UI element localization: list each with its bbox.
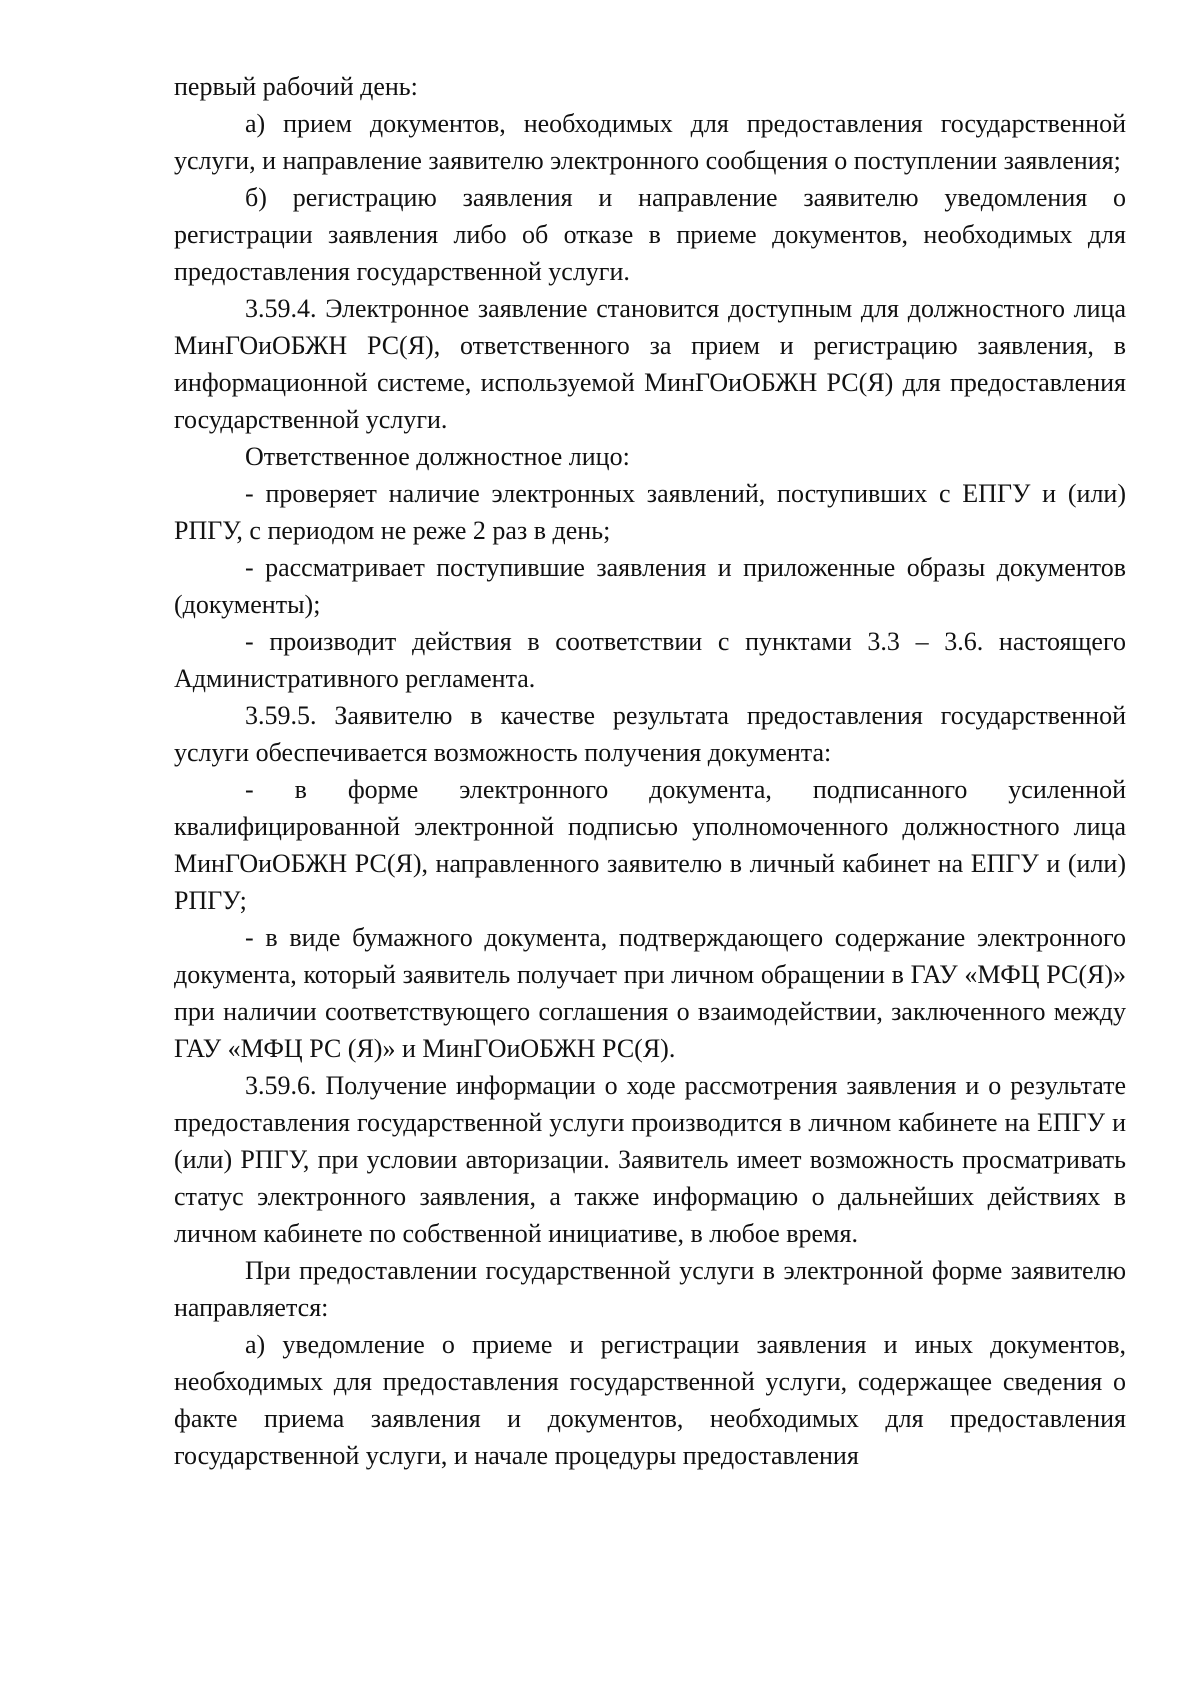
paragraph-continuation: первый рабочий день: bbox=[174, 72, 418, 101]
paragraph-electronic-form: При предоставлении государственной услуги в электронной форме заявителю направляется: bbox=[174, 1256, 1126, 1322]
paragraph-item-b: б) регистрацию заявления и направление заявителю уведомления о регистрации заявления либо об отказе в приеме документов, необходимых для предоставления государственной услуги. bbox=[174, 183, 1126, 286]
paragraph-performs-actions: - производит действия в соответствии с пунктами 3.3 – 3.6. настоящего Административного регламента. bbox=[174, 627, 1126, 693]
paragraph-electronic-document: - в форме электронного документа, подписанного усиленной квалифицированной электронной подписью уполномоченного должностного лица МинГОиОБЖН РС(Я), направленного заявителю в личный кабинет на ЕПГУ и (или) РПГУ; bbox=[174, 775, 1126, 915]
paragraph-3-59-4: 3.59.4. Электронное заявление становится доступным для должностного лица МинГОиОБЖН РС(Я), ответственного за прием и регистрацию заявления, в информационной системе, используемой МинГОиОБЖН РС(Я) для предоставления государственной услуги. bbox=[174, 294, 1126, 434]
paragraph-checks-applications: - проверяет наличие электронных заявлений, поступивших с ЕПГУ и (или) РПГУ, с периодом не реже 2 раз в день; bbox=[174, 479, 1126, 545]
paragraph-paper-document: - в виде бумажного документа, подтверждающего содержание электронного документа, который заявитель получает при личном обращении в ГАУ «МФЦ РС(Я)» при наличии соответствующего соглашения о взаимодействии, заключенного между ГАУ «МФЦ РС (Я)» и МинГОиОБЖН РС(Я). bbox=[174, 923, 1126, 1063]
document-page bbox=[174, 68, 1126, 1474]
paragraph-reviews-applications: - рассматривает поступившие заявления и приложенные образы документов (документы); bbox=[174, 553, 1126, 619]
paragraph-item-a: а) прием документов, необходимых для предоставления государственной услуги, и направление заявителю электронного сообщения о поступлении заявления; bbox=[174, 109, 1126, 175]
paragraph-3-59-6: 3.59.6. Получение информации о ходе рассмотрения заявления и о результате предоставления государственной услуги производится в личном кабинете на ЕПГУ и (или) РПГУ, при условии авторизации. Заявитель имеет возможность просматривать статус электронного заявления, а также информацию о дальнейших действиях в личном кабинете по собственной инициативе, в любое время. bbox=[174, 1071, 1126, 1248]
paragraph-responsible-official: Ответственное должностное лицо: bbox=[245, 442, 630, 471]
paragraph-3-59-5: 3.59.5. Заявителю в качестве результата предоставления государственной услуги обеспечивается возможность получения документа: bbox=[174, 701, 1126, 767]
paragraph-notification-a: а) уведомление о приеме и регистрации заявления и иных документов, необходимых для предоставления государственной услуги, содержащее сведения о факте приема заявления и документов, необходимых для предоставления государственной услуги, и начале процедуры предоставления bbox=[174, 1330, 1126, 1470]
